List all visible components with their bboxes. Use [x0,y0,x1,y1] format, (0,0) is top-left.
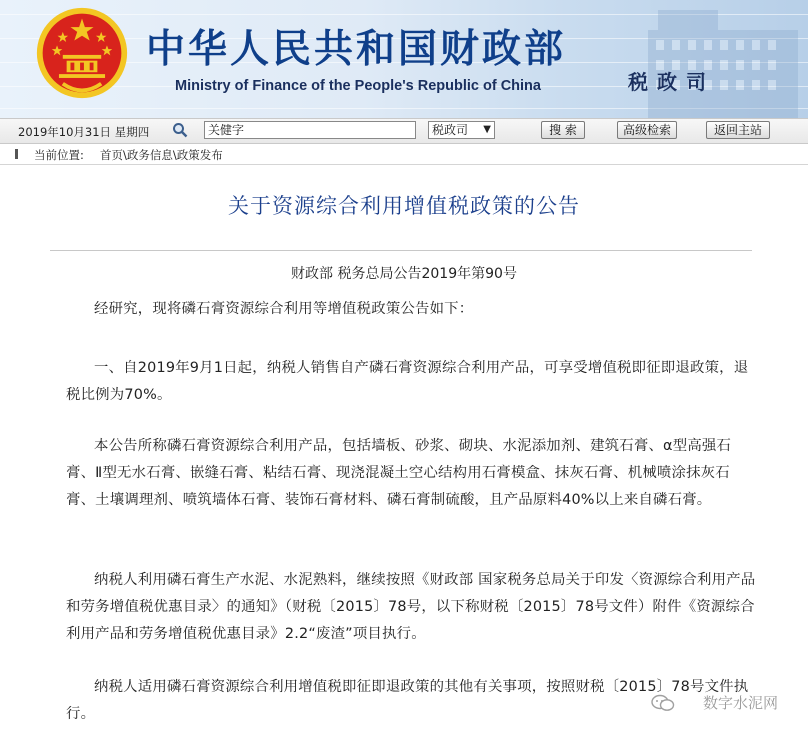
keyword-search-input[interactable]: 关健字 [204,121,416,139]
advanced-search-button[interactable]: 高级检索 [617,121,677,139]
department-select[interactable] [428,121,495,139]
department-name: 税政司 [628,70,715,94]
search-icon [172,122,188,138]
current-date: 2019年10月31日 星期四 [18,125,150,139]
breadcrumb [0,144,808,165]
article-paragraph-2: 一、自2019年9月1日起，纳税人销售自产磷石膏资源综合利用产品，可享受增值税即征即退政策，退税比例为70%。 [66,360,749,403]
site-title-cn: 中华人民共和国财政部 [146,26,567,72]
toolbar [0,118,808,144]
breadcrumb-marker-icon [15,149,18,159]
department-select-value: 税政司 [432,123,469,137]
breadcrumb-path[interactable]: 首页\政务信息\政策发布 [100,148,223,162]
article-title: 关于资源综合利用增值税政策的公告 [228,194,580,218]
national-emblem-icon [34,5,130,101]
search-button[interactable]: 搜 索 [541,121,585,139]
wechat-icon [651,694,675,712]
breadcrumb-label: 当前位置: [34,148,84,162]
document-number: 财政部 税务总局公告2019年第90号 [291,266,517,282]
article-paragraph-3: 本公告所称磷石膏资源综合利用产品，包括墙板、砂浆、砌块、水泥添加剂、建筑石膏、α型高强石膏、Ⅱ型无水石膏、嵌缝石膏、粘结石膏、现浇混凝土空心结构用石膏模盒、抹灰石膏、机械喷涂抹灰石膏、土壤调理剂、喷筑墙体石膏、装饰石膏材料、磷石膏制硫酸，且产品原料40%以上来自磷石膏。 [66,438,732,508]
building-silhouette-icon [628,0,808,118]
watermark-text: 数字水泥网 [702,694,778,712]
return-home-button[interactable]: 返回主站 [706,121,770,139]
article-paragraph-1: 经研究，现将磷石膏资源综合利用等增值税政策公告如下： [94,301,474,317]
title-divider [50,250,752,251]
article-paragraph-4: 纳税人利用磷石膏生产水泥、水泥熟料，继续按照《财政部 国家税务总局关于印发〈资源综合利用产品和劳务增值税优惠目录〉的通知》（财税〔2015〕78号，以下称财税〔2015〕78号文件）附件《资源综合利用产品和劳务增值税优惠目录》2.2“废渣”项目执行。 [66,572,756,642]
chevron-down-icon: ▼ [483,124,491,135]
header-banner [0,0,808,118]
article-paragraph-5: 纳税人适用磷石膏资源综合利用增值税即征即退政策的其他有关事项，按照财税〔2015〕78号文件执行。 [66,679,749,722]
site-title-en: Ministry of Finance of the People's Republic of China [175,78,541,94]
